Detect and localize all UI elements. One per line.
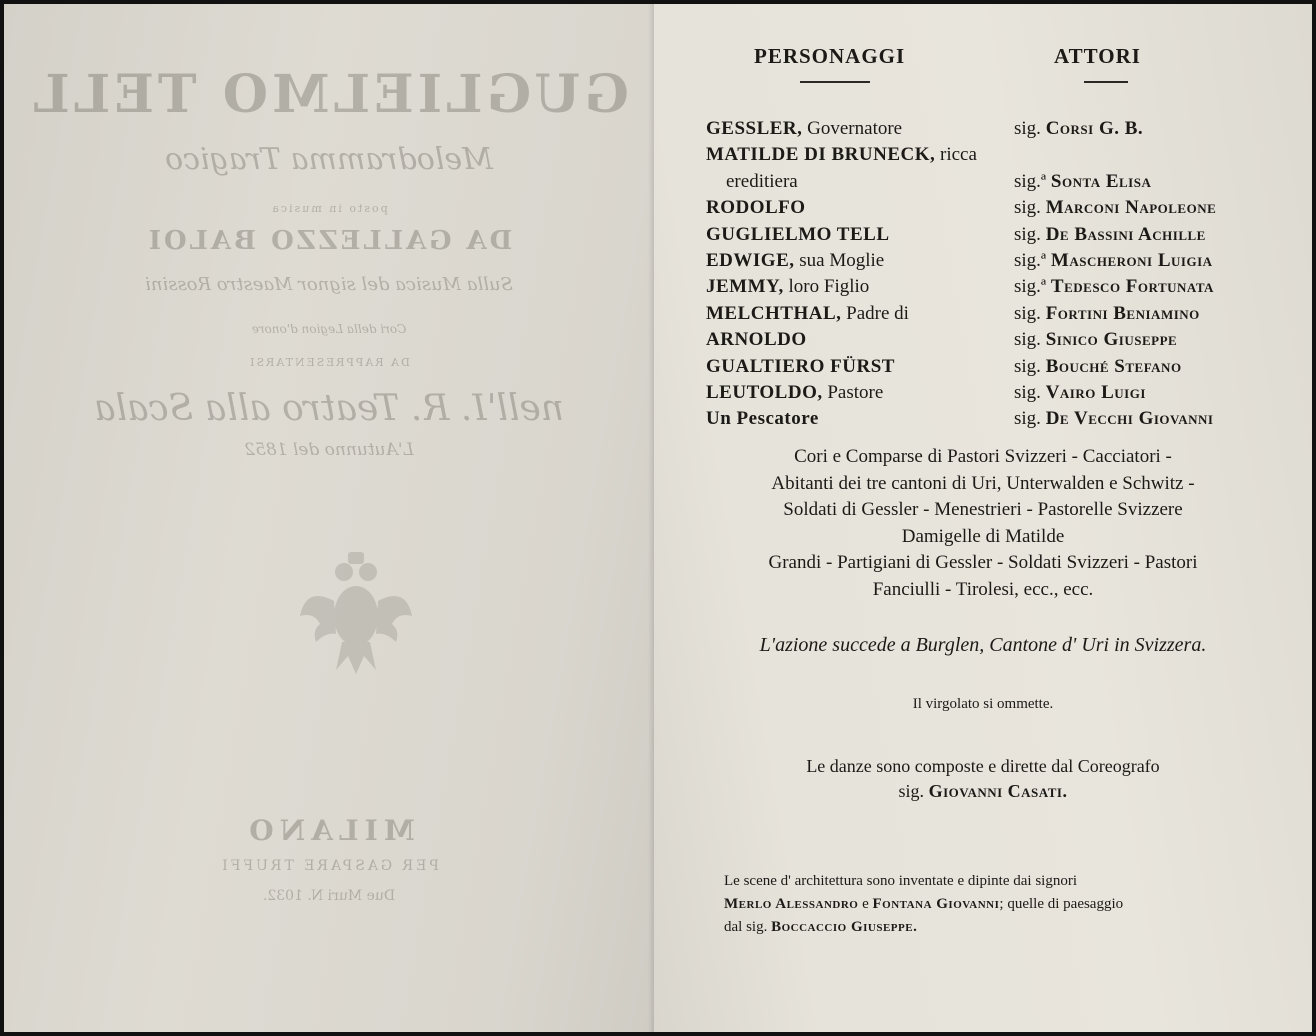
chorus-line: Damigelle di Matilde xyxy=(901,525,1065,547)
cast-role xyxy=(706,303,909,325)
cast-role xyxy=(726,171,798,193)
dance-credit xyxy=(694,754,1272,804)
cast-role-name: MATILDE DI BRUNECK, xyxy=(706,144,936,166)
cast-actor-name: De Vecchi Giovanni xyxy=(1045,408,1214,430)
cast-role-name: GUALTIERO FÜRST xyxy=(706,355,895,377)
cast-actor xyxy=(1014,250,1213,272)
header-personaggi: PERSONAGGI xyxy=(754,44,906,68)
cast-role-name: Un Pescatore xyxy=(706,408,819,430)
header-rule-right xyxy=(1084,81,1128,83)
cast-actor xyxy=(1014,303,1200,325)
sets-line-3 xyxy=(724,916,1123,939)
cast-actor xyxy=(1014,329,1177,351)
chorus-line: Abitanti dei tre cantoni di Uri, Unterwalden e Schwitz - xyxy=(771,472,1195,494)
cast-role-description: sua Moglie xyxy=(794,250,885,271)
cast-actor-prefix: sig. xyxy=(1014,223,1041,245)
cast-role xyxy=(706,382,883,404)
cast-role-name: GESSLER, xyxy=(706,118,803,139)
bleed-music: Sulla Musica del signor Maestro Rossini xyxy=(145,274,513,295)
cast-actor-name: Tedesco Fortunata xyxy=(1050,276,1214,298)
cast-actor-prefix: sig.ª xyxy=(1014,250,1047,271)
cast-row xyxy=(654,197,1312,223)
cast-row xyxy=(654,408,1312,434)
left-page xyxy=(4,4,654,1032)
cast-row xyxy=(654,144,1312,170)
cast-actor-name: Mascheroni Luigia xyxy=(1050,250,1213,271)
cast-row xyxy=(654,356,1312,382)
cast-actor-name: De Bassini Achille xyxy=(1045,223,1206,245)
cast-actor-name: Marconi Napoleone xyxy=(1045,197,1217,219)
cast-actor-name: Bouché Stefano xyxy=(1045,355,1182,377)
cast-role-description: Padre di xyxy=(841,302,909,324)
cast-actor-prefix: sig. xyxy=(1014,329,1041,351)
cast-role xyxy=(706,144,977,166)
cast-actor xyxy=(1014,171,1151,193)
cast-row xyxy=(654,276,1312,302)
cast-role-description: loro Figlio xyxy=(783,276,870,298)
bleed-address: Due Muri N. 1032. xyxy=(262,888,396,904)
dance-choreographer xyxy=(694,779,1272,804)
cast-actor-name: Corsi G. B. xyxy=(1045,118,1144,139)
bleed-title: GUGLIELMO TELL xyxy=(29,64,629,125)
bleed-printer: PER GASPARE TRUFFI xyxy=(219,858,439,874)
bleed-season: L'Autunno del 1852 xyxy=(244,440,414,460)
cast-role-description: ereditiera xyxy=(726,170,798,192)
cast-actor-prefix: sig. xyxy=(1014,197,1041,219)
cast-role-name: LEUTOLDO, xyxy=(706,382,823,403)
cast-role xyxy=(706,224,890,246)
cast-actor-name: Sonta Elisa xyxy=(1050,170,1152,192)
cast-actor xyxy=(1014,382,1146,404)
dance-name: Giovanni Casati. xyxy=(928,781,1068,801)
sets-prefix: dal sig. xyxy=(724,919,772,935)
bleed-small-2: Cori della Legion d'onore xyxy=(251,322,407,336)
cast-role-name: GUGLIELMO TELL xyxy=(706,223,890,245)
bleed-theatre: nell'I. R. Teatro alla Scala xyxy=(94,388,564,429)
cast-role-name: EDWIGE, xyxy=(706,250,795,271)
cast-actor-prefix: sig.ª xyxy=(1014,170,1047,192)
chorus-line: Grandi - Partigiani di Gessler - Soldati Svizzeri - Pastori xyxy=(768,552,1198,573)
cast-actor-name: Sinico Giuseppe xyxy=(1045,329,1178,351)
cast-role-name: JEMMY, xyxy=(706,276,784,298)
cast-role-name: ARNOLDO xyxy=(706,329,807,351)
sets-and: e xyxy=(858,896,873,912)
bleed-author: DA GALLEZZO BALOI xyxy=(145,226,513,256)
cast-role xyxy=(706,276,869,298)
sets-line-2 xyxy=(724,893,1123,916)
cast-actor xyxy=(1014,224,1206,246)
cast-actor-prefix: sig. xyxy=(1014,118,1041,139)
bleed-subtitle: Melodramma Tragico xyxy=(165,142,493,177)
chorus-line: Cori e Comparse di Pastori Svizzeri - Cacciatori - xyxy=(794,446,1172,467)
bleed-small-1: posto in musica xyxy=(270,202,388,215)
cast-row xyxy=(654,382,1312,408)
cast-role-description: ricca xyxy=(935,144,977,166)
cast-actor-prefix: sig. xyxy=(1014,382,1041,403)
cast-role-description: Governatore xyxy=(802,118,903,139)
bleed-through-text xyxy=(4,4,654,1032)
sets-tail: ; quelle di paesaggio xyxy=(999,896,1124,912)
cast-row xyxy=(654,329,1312,355)
cast-actor-prefix: sig. xyxy=(1014,408,1041,430)
cast-row xyxy=(654,303,1312,329)
cast-row xyxy=(654,250,1312,276)
eagle-emblem-icon xyxy=(296,546,416,676)
cast-actor xyxy=(1014,356,1182,378)
dance-line: Le danze sono composte e dirette dal Coreografo xyxy=(806,756,1160,776)
cast-role xyxy=(706,118,902,140)
sets-name-1: Merlo Alessandro xyxy=(724,896,859,912)
cast-role xyxy=(706,356,895,378)
header-rule-left xyxy=(800,81,870,83)
cast-role xyxy=(706,197,806,219)
cast-role-description: Pastore xyxy=(822,382,884,403)
scenery-credit xyxy=(724,870,1123,939)
cast-role-name: MELCHTHAL, xyxy=(706,302,842,324)
cast-role-name: RODOLFO xyxy=(706,197,806,219)
header-attori: ATTORI xyxy=(1054,44,1141,68)
bleed-city: MILANO xyxy=(243,814,415,847)
sets-name-3: Boccaccio Giuseppe. xyxy=(771,919,918,935)
cast-role xyxy=(706,408,819,430)
cast-actor-prefix: sig. xyxy=(1014,355,1041,377)
cast-role xyxy=(706,250,884,272)
chorus-line: Fanciulli - Tirolesi, ecc., ecc. xyxy=(872,578,1094,600)
cast-role xyxy=(706,329,807,351)
cast-actor-name: Vairo Luigi xyxy=(1045,382,1146,403)
chorus-line: Soldati di Gessler - Menestrieri - Pastorelle Svizzere xyxy=(783,499,1183,520)
scene-setting: L'azione succede a Burglen, Cantone d' Uri in Svizzera. xyxy=(759,634,1207,656)
cast-actor-prefix: sig. xyxy=(1014,302,1041,324)
cast-row xyxy=(654,171,1312,197)
cast-actor xyxy=(1014,197,1216,219)
cast-actor xyxy=(1014,276,1214,298)
sets-name-2: Fontana Giovanni xyxy=(872,896,1000,912)
cast-actor-prefix: sig.ª xyxy=(1014,276,1047,298)
cast-row xyxy=(654,118,1312,144)
cast-row xyxy=(654,224,1312,250)
cast-actor xyxy=(1014,118,1143,140)
right-page xyxy=(654,4,1312,1032)
cast-actor xyxy=(1014,408,1213,430)
dance-prefix: sig. xyxy=(898,781,925,801)
cast-actor-name: Fortini Beniamino xyxy=(1045,302,1200,324)
sets-line-1: Le scene d' architettura sono inventate e dipinte dai signori xyxy=(724,873,1077,889)
bleed-small-3: DA RAPPRESENTARSI xyxy=(248,356,410,369)
omission-note: Il virgolato si ommette. xyxy=(912,696,1054,712)
chorus-description xyxy=(694,444,1272,603)
